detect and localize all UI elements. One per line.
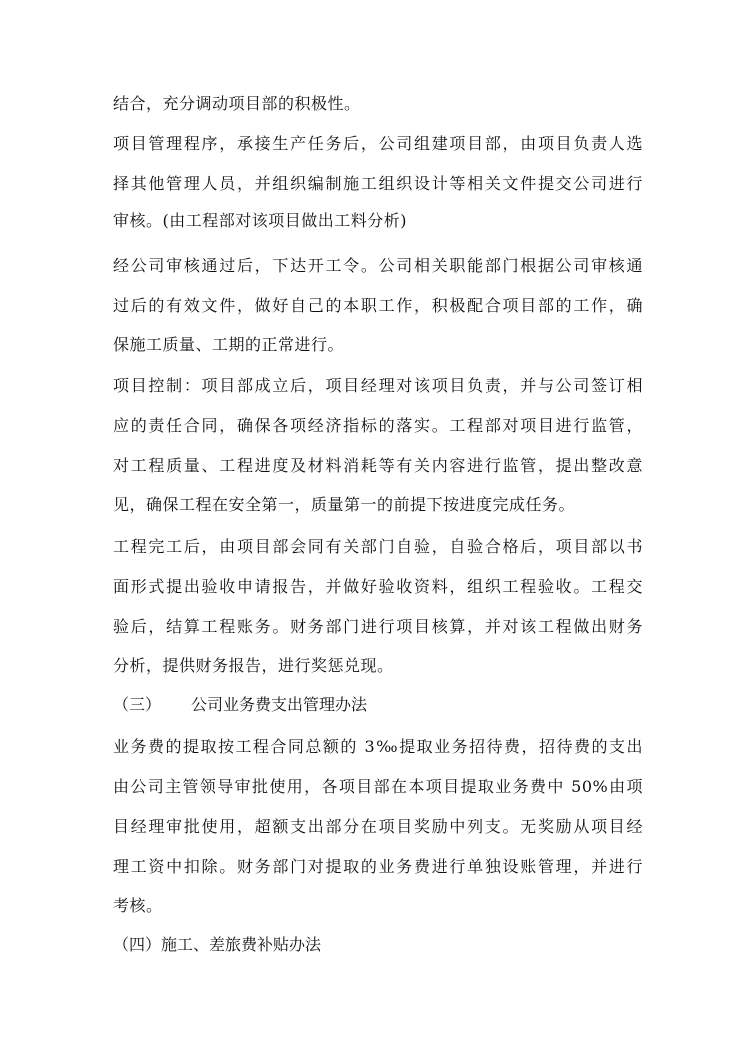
text-line: 由公司主管领导审批使用，各项目部在本项目提取业务费中 50%由项 — [113, 777, 643, 796]
text-line: 项目管理程序，承接生产任务后，公司组建项目部，由项目负责人选 — [113, 134, 643, 153]
section-title: 公司业务费支出管理办法 — [191, 695, 368, 714]
text-line: 验后，结算工程账务。财务部门进行项目核算，并对该工程做出财务 — [113, 617, 643, 636]
text-line: 面形式提出验收申请报告，并做好验收资料，组织工程验收。工程交 — [113, 577, 643, 596]
text-line: 考核。 — [113, 896, 163, 915]
text-line: 择其他管理人员，并组织编制施工组织设计等相关文件提交公司进行 — [113, 174, 643, 193]
text-line: 工程完工后，由项目部会同有关部门自验，自验合格后，项目部以书 — [113, 537, 643, 556]
text-line: 见，确保工程在安全第一，质量第一的前提下按进度完成任务。 — [113, 495, 576, 514]
section-heading-4: （四）施工、差旅费补贴办法 — [113, 935, 322, 954]
section-heading-3 — [113, 694, 367, 716]
text-line: 经公司审核通过后，下达开工令。公司相关职能部门根据公司审核通 — [113, 256, 643, 275]
text-line: 业务费的提取按工程合同总额的 3‰提取业务招待费，招待费的支出 — [113, 737, 643, 756]
section-number: （三） — [113, 695, 162, 714]
text-line: 应的责任合同，确保各项经济指标的落实。工程部对项目进行监管， — [113, 416, 643, 435]
text-line: 过后的有效文件，做好自己的本职工作，积极配合项目部的工作，确 — [113, 296, 643, 315]
text-line: 保施工质量、工期的正常进行。 — [113, 335, 345, 354]
text-line: 对工程质量、工程进度及材料消耗等有关内容进行监管，提出整改意 — [113, 456, 643, 475]
text-line: 分析，提供财务报告，进行奖惩兑现。 — [113, 656, 394, 675]
text-line: 目经理审批使用，超额支出部分在项目奖励中列支。无奖励从项目经 — [113, 817, 643, 836]
text-line: 结合，充分调动项目部的积极性。 — [113, 94, 361, 113]
text-line: 理工资中扣除。财务部门对提取的业务费进行单独设账管理，并进行 — [113, 857, 643, 876]
text-line: 项目控制：项目部成立后，项目经理对该项目负责，并与公司签订相 — [113, 376, 643, 395]
text-line: 审核。(由工程部对该项目做出工料分析) — [113, 211, 407, 230]
